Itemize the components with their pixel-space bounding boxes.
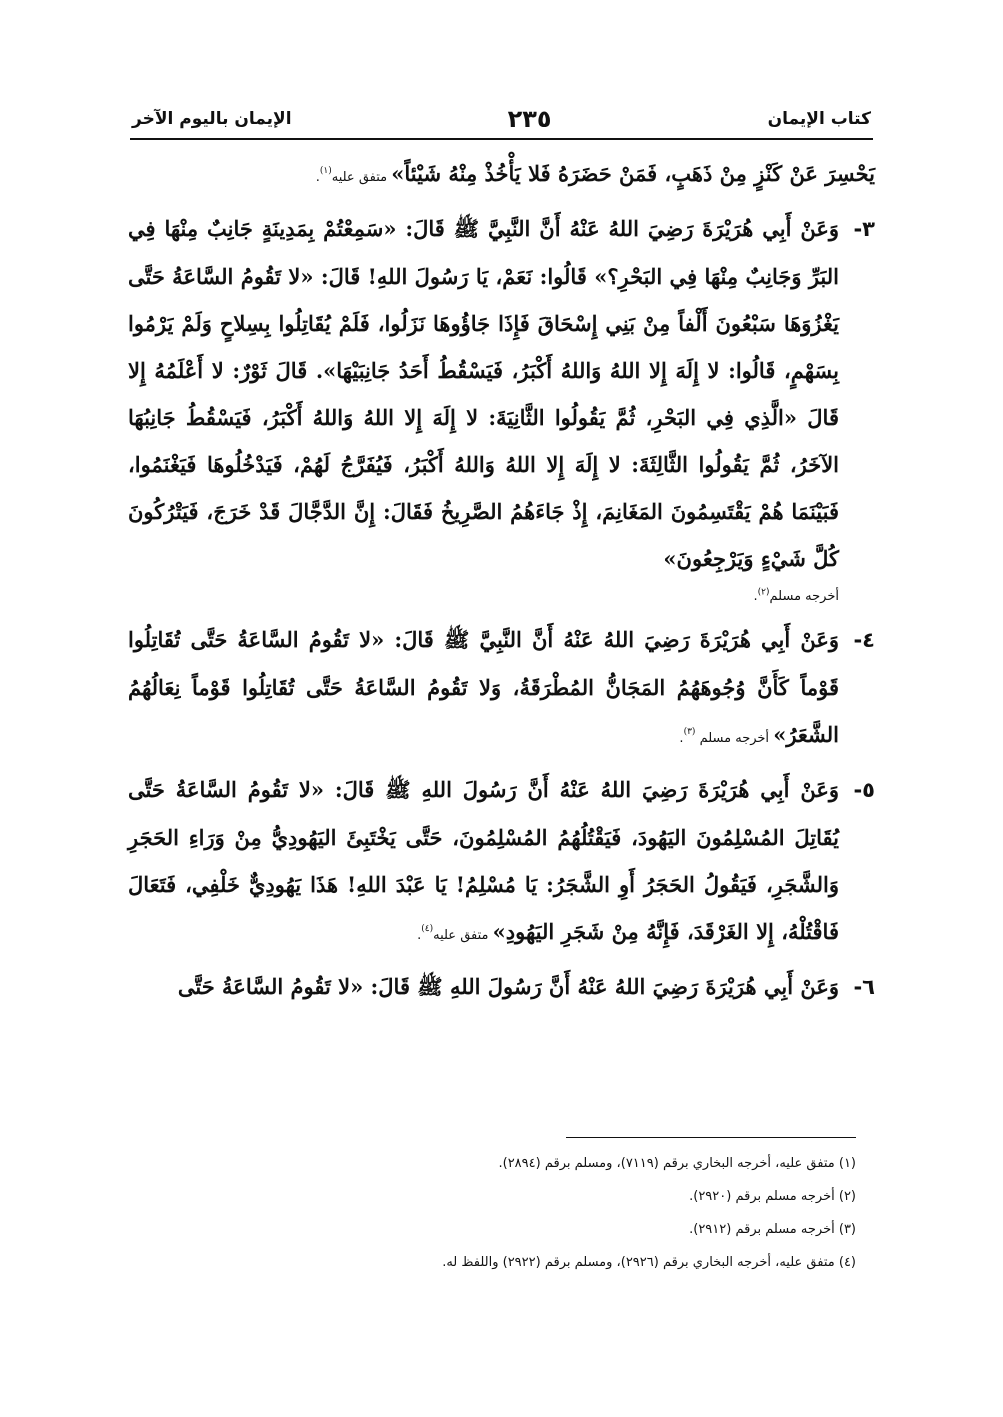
hadith-reference: متفق عليه	[331, 170, 392, 185]
hadith-text: وَعَنْ أَبِي هُرَيْرَةَ رَضِيَ اللهُ عَنْهُ أَنَّ النَّبِيَّ ﷺ قَالَ: «سَمِعْتُمْ بِمَدِينَةٍ جَانِبٌ مِنْهَا فِي البَرِّ وَجَانِبٌ مِنْهَا فِي البَحْرِ؟» قَالُوا: نَعَمْ، يَا رَسُولَ اللهِ! قَالَ: «لا تَقُومُ السَّاعَةُ حَتَّى يَغْزُوَهَا سَبْعُونَ أَلْفاً مِنْ بَنِي إِسْحَاقَ فَإِذَا جَاؤُوهَا نَزَلُوا، فَلَمْ يُقَاتِلُوا بِسِلاحٍ وَلَمْ يَرْمُوا بِسَهْمٍ، قَالُوا: لا إِلَهَ إِلا اللهُ وَاللهُ أَكْبَرُ، فَيَسْقُطُ أَحَدُ جَانِبَيْهَا». قَالَ ثَوْرٌ: لا أَعْلَمُهُ إِلا قَالَ «الَّذِي فِي البَحْرِ، ثُمَّ يَقُولُوا الثَّانِيَةَ: لا إِلَهَ إِلا اللهُ وَاللهُ أَكْبَرُ، فَيَسْقُطُ جَانِبُهَا الآخَرُ، ثُمَّ يَقُولُوا الثَّالِثَةَ: لا إِلَهَ إِلا اللهُ وَاللهُ أَكْبَرُ، فَيُفَرَّجُ لَهُمْ، فَيَدْخُلُوهَا فَيَغْنَمُوا، فَبَيْنَمَا هُمْ يَقْتَسِمُونَ المَغَانِمَ، إِذْ جَاءَهُمُ الصَّرِيخُ فَقَالَ: إِنَّ الدَّجَّالَ قَدْ خَرَجَ، فَيَتْرُكُونَ كُلَّ شَيْءٍ وَيَرْجِعُونَ»	[128, 216, 840, 571]
hadith-reference: أخرجه مسلم	[769, 589, 839, 604]
footnote-3: (٣) أخرجه مسلم برقم (٢٩١٢).	[689, 1222, 856, 1237]
hadith-number: ٦-	[853, 975, 875, 999]
hadith-continuation	[128, 150, 875, 201]
hadith-number: ٣-	[853, 217, 875, 241]
footnote-separator	[566, 1137, 856, 1138]
footnote-1: (١) متفق عليه، أخرجه البخاري برقم (٧١١٩)، ومسلم برقم (٢٨٩٤).	[498, 1156, 856, 1171]
running-header	[132, 102, 871, 136]
hadith-3	[128, 205, 875, 612]
hadith-5	[128, 766, 875, 959]
reference-end: .	[679, 731, 684, 746]
section-title: الإيمان باليوم الآخر	[132, 109, 292, 129]
footnote-4: (٤) متفق عليه، أخرجه البخاري برقم (٢٩٢٦)، ومسلم برقم (٢٩٢٢) واللفظ له.	[442, 1255, 856, 1270]
footnote-marker: (٢)	[757, 587, 770, 598]
hadith-text: وَعَنْ أَبِي هُرَيْرَةَ رَضِيَ اللهُ عَنْهُ أَنَّ رَسُولَ اللهِ ﷺ قَالَ: «لا تَقُومُ السَّاعَةُ حَتَّى يُقَاتِلَ المُسْلِمُونَ اليَهُودَ، فَيَقْتُلُهُمُ المُسْلِمُونَ، حَتَّى يَخْتَبِئَ اليَهُودِيُّ مِنْ وَرَاءِ الحَجَرِ وَالشَّجَرِ، فَيَقُولُ الحَجَرُ أَوِ الشَّجَرُ: يَا مُسْلِمُ! يَا عَبْدَ اللهِ! هَذَا يَهُودِيٌّ خَلْفِي، فَتَعَالَ فَاقْتُلْهُ، إِلا الغَرْقَدَ، فَإِنَّهُ مِنْ شَجَرِ اليَهُودِ»	[128, 777, 839, 944]
hadith-number: ٥-	[853, 778, 875, 802]
footnote-marker: (٣)	[683, 727, 696, 737]
hadith-reference: أخرجه مسلم	[695, 731, 774, 746]
hadith-text: يَحْسِرَ عَنْ كَنْزٍ مِنْ ذَهَبٍ، فَمَنْ حَضَرَهُ فَلا يَأْخُذْ مِنْهُ شَيْئاً»	[391, 161, 875, 186]
main-text	[128, 150, 875, 1015]
footnote-marker: (١)	[319, 166, 332, 176]
footnotes	[140, 1147, 856, 1279]
hadith-text: وَعَنْ أَبِي هُرَيْرَةَ رَضِيَ اللهُ عَنْهُ أَنَّ النَّبِيَّ ﷺ قَالَ: «لا تَقُومُ السَّاعَةُ حَتَّى تُقَاتِلُوا قَوْماً كَأَنَّ وُجُوهَهُمُ المَجَانُّ المُطْرَقَةُ، وَلا تَقُومُ السَّاعَةُ حَتَّى تُقَاتِلُوا قَوْماً نِعَالُهُمُ الشَّعَرُ»	[128, 627, 839, 747]
footnote-marker: (٤)	[421, 924, 434, 934]
page-number: ٢٣٥	[507, 105, 552, 133]
reference-end: .	[753, 589, 758, 604]
hadith-reference: متفق عليه	[433, 928, 493, 943]
hadith-number: ٤-	[853, 628, 875, 652]
footnote-2: (٢) أخرجه مسلم برقم (٢٩٢٠).	[689, 1189, 856, 1204]
header-rule	[130, 138, 873, 140]
hadith-4	[128, 616, 875, 762]
hadith-reference-line	[128, 582, 839, 612]
hadith-6	[128, 963, 875, 1011]
chapter-title: كتاب الإيمان	[767, 109, 871, 129]
reference-end: .	[417, 928, 422, 943]
hadith-text: وَعَنْ أَبِي هُرَيْرَةَ رَضِيَ اللهُ عَنْهُ أَنَّ رَسُولَ اللهِ ﷺ قَالَ: «لا تَقُومُ السَّاعَةُ حَتَّى	[177, 974, 839, 999]
reference-end: .	[315, 170, 320, 185]
